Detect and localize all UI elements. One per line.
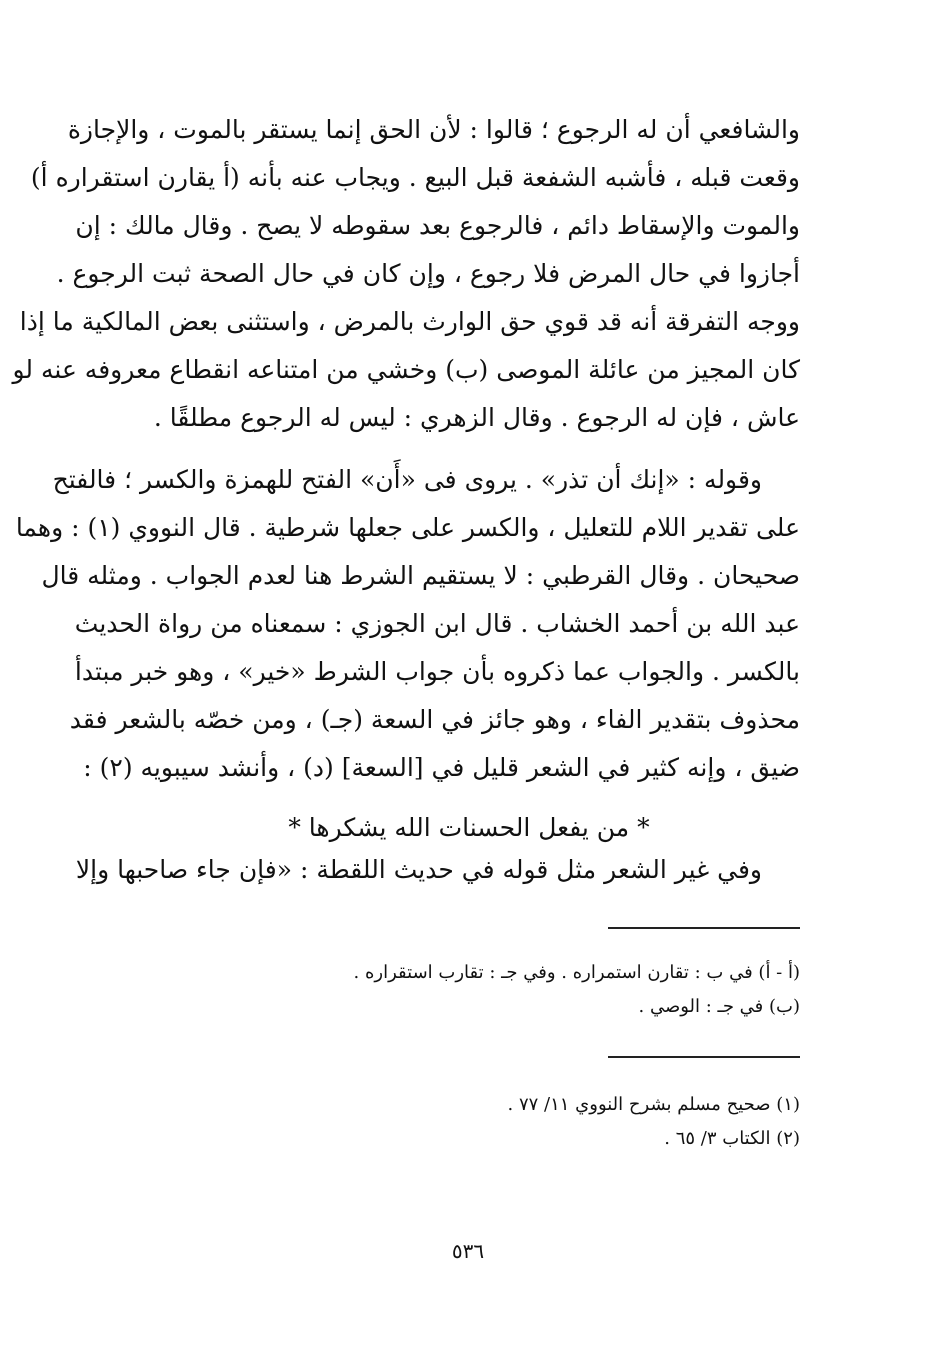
text-line: عبد الله بن أحمد الخشاب . قال ابن الجوزي : سمعناه من رواة الحديث bbox=[74, 609, 800, 638]
text-line: محذوف بتقدير الفاء ، وهو جائز في السعة (جـ) ، ومن خصّه بالشعر فقد bbox=[69, 705, 800, 734]
reference-footnotes bbox=[138, 1088, 800, 1156]
text-line: كان المجيز من عائلة الموصى (ب) وخشي من امتناعه انقطاع معروفه عنه لو bbox=[12, 355, 800, 384]
text-line: بالكسر . والجواب عما ذكروه بأن جواب الشرط «خير» ، وهو خبر مبتدأ bbox=[74, 657, 800, 686]
text-line: صحيحان . وقال القرطبي : لا يستقيم الشرط هنا لعدم الجواب . ومثله قال bbox=[41, 561, 800, 590]
text-line: وقوله : «إنك أن تذر» . يروى فى «أَن» الفتح للهمزة والكسر ؛ فالفتح bbox=[52, 465, 762, 494]
text-line: عاش ، فإن له الرجوع . وقال الزهري : ليس له الرجوع مطلقًا . bbox=[153, 403, 800, 432]
poetry-verse: * من يفعل الحسنات الله يشكرها * bbox=[288, 813, 650, 842]
text-line: والموت والإسقاط دائم ، فالرجوع بعد سقوطه لا يصح . وقال مالك : إن bbox=[75, 211, 800, 240]
footnote: (١) صحيح مسلم بشرح النووي ١١/ ٧٧ . bbox=[507, 1094, 800, 1115]
text-line: والشافعي أن له الرجوع ؛ قالوا : لأن الحق إنما يستقر بالموت ، والإجازة bbox=[67, 115, 800, 144]
footnote-divider bbox=[608, 1056, 800, 1058]
text-line: أجازوا في حال المرض فلا رجوع ، وإن كان في حال الصحة ثبت الرجوع . bbox=[56, 259, 800, 288]
footnote: (٢) الكتاب ٣/ ٦٥ . bbox=[664, 1128, 800, 1149]
text-line: ووجه التفرقة أنه قد قوي حق الوارث بالمرض ، واستثنى بعض المالكية ما إذا bbox=[19, 307, 800, 336]
footnote: (أ - أ) في ب : تقارن استمراره . وفي جـ : تقارب استقراره . bbox=[353, 962, 800, 983]
footnote-divider bbox=[608, 927, 800, 929]
page-number: ٥٣٦ bbox=[451, 1239, 485, 1263]
paragraph-3 bbox=[75, 846, 800, 894]
text-line: وقعت قبله ، فأشبه الشفعة قبل البيع . ويجاب عنه بأنه (أ يقارن استقراره أ) bbox=[30, 163, 800, 192]
text-line: على تقدير اللام للتعليل ، والكسر على جعلها شرطية . قال النووي (١) : وهما bbox=[15, 513, 800, 542]
text-line: ضيق ، وإنه كثير في الشعر قليل في [السعة] (د) ، وأنشد سيبويه (٢) : bbox=[83, 753, 800, 782]
paragraph-1 bbox=[12, 106, 800, 442]
text-line: وفي غير الشعر مثل قوله في حديث اللقطة : «فإن جاء صاحبها وإلا bbox=[75, 855, 762, 884]
paragraph-2 bbox=[15, 456, 800, 792]
variant-footnotes bbox=[138, 956, 800, 1024]
footnote: (ب) في جـ : الوصي . bbox=[638, 996, 800, 1017]
